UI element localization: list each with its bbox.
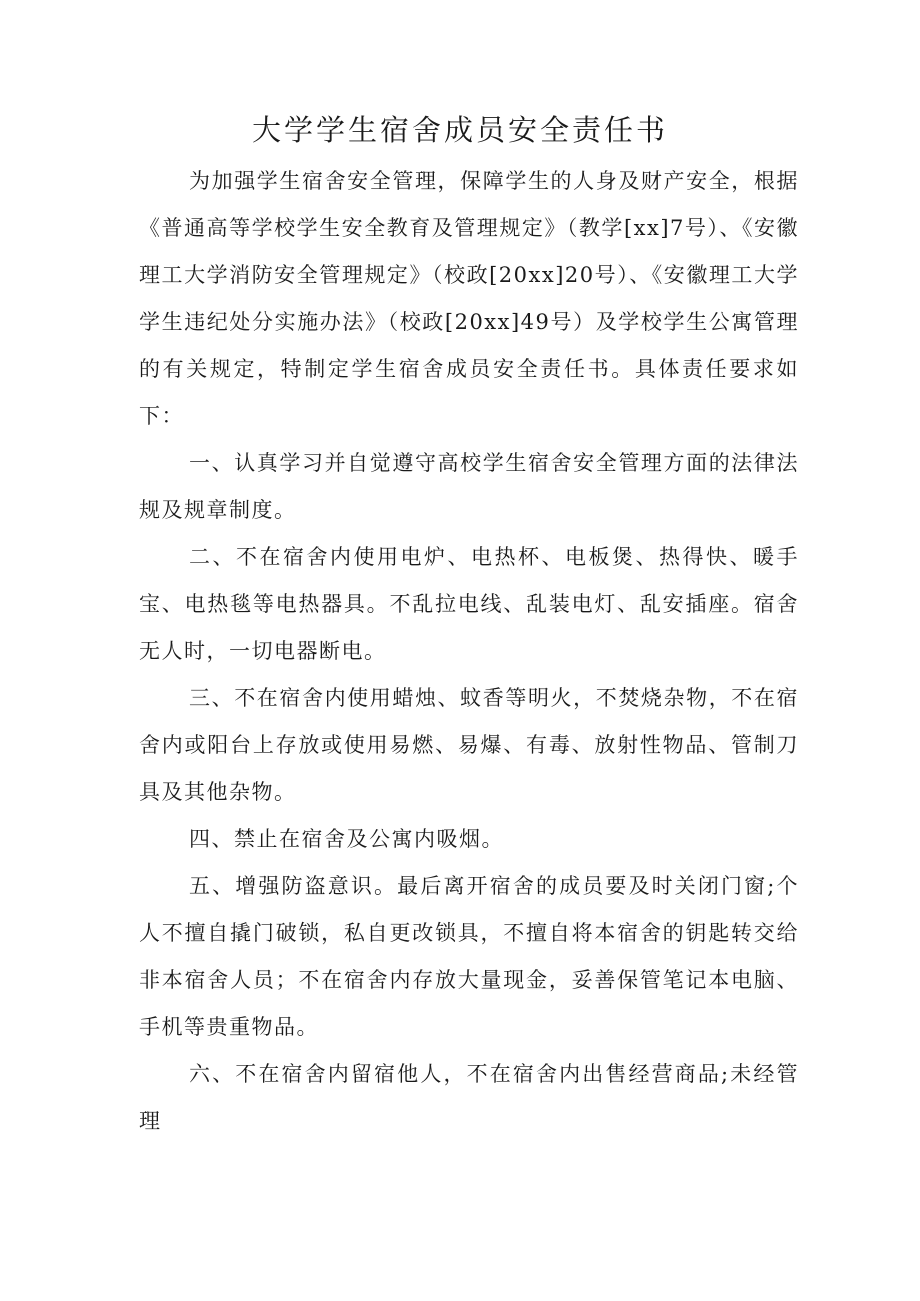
document-title: 大学学生宿舍成员安全责任书 — [251, 113, 668, 147]
paragraph-item-4: 四、禁止在宿舍及公寓内吸烟。 — [189, 827, 504, 851]
paragraph-intro: 为加强学生宿舍安全管理，保障学生的人身及财产安全，根据《普通高等学校学生安全教育及管理规定》（教学[xx]7号）、《安徽理工大学消防安全管理规定》（校政[20xx]20号）、《安徽理工大学学生违纪处分实施办法》（校政[20xx]49号）及学校学生公寓管理的有关规定，特制定学生宿舍成员安全责任书。具体责任要求如下： — [139, 169, 799, 428]
paragraph-item-6: 六、不在宿舍内留宿他人，不在宿舍内出售经营商品;未经管理 — [139, 1062, 799, 1133]
document-body — [139, 158, 799, 1145]
paragraph-item-2: 二、不在宿舍内使用电炉、电热杯、电板煲、热得快、暖手宝、电热毯等电热器具。不乱拉电线、乱装电灯、乱安插座。宿舍无人时，一切电器断电。 — [139, 545, 799, 663]
paragraph-item-3: 三、不在宿舍内使用蜡烛、蚊香等明火，不焚烧杂物，不在宿舍内或阳台上存放或使用易燃、易爆、有毒、放射性物品、管制刀具及其他杂物。 — [139, 686, 799, 804]
paragraph-item-5: 五、增强防盗意识。最后离开宿舍的成员要及时关闭门窗;个人不擅自撬门破锁，私自更改锁具，不擅自将本宿舍的钥匙转交给非本宿舍人员；不在宿舍内存放大量现金，妥善保管笔记本电脑、手机等贵重物品。 — [139, 874, 799, 1039]
paragraph-item-1: 一、认真学习并自觉遵守高校学生宿舍安全管理方面的法律法规及规章制度。 — [139, 451, 799, 522]
